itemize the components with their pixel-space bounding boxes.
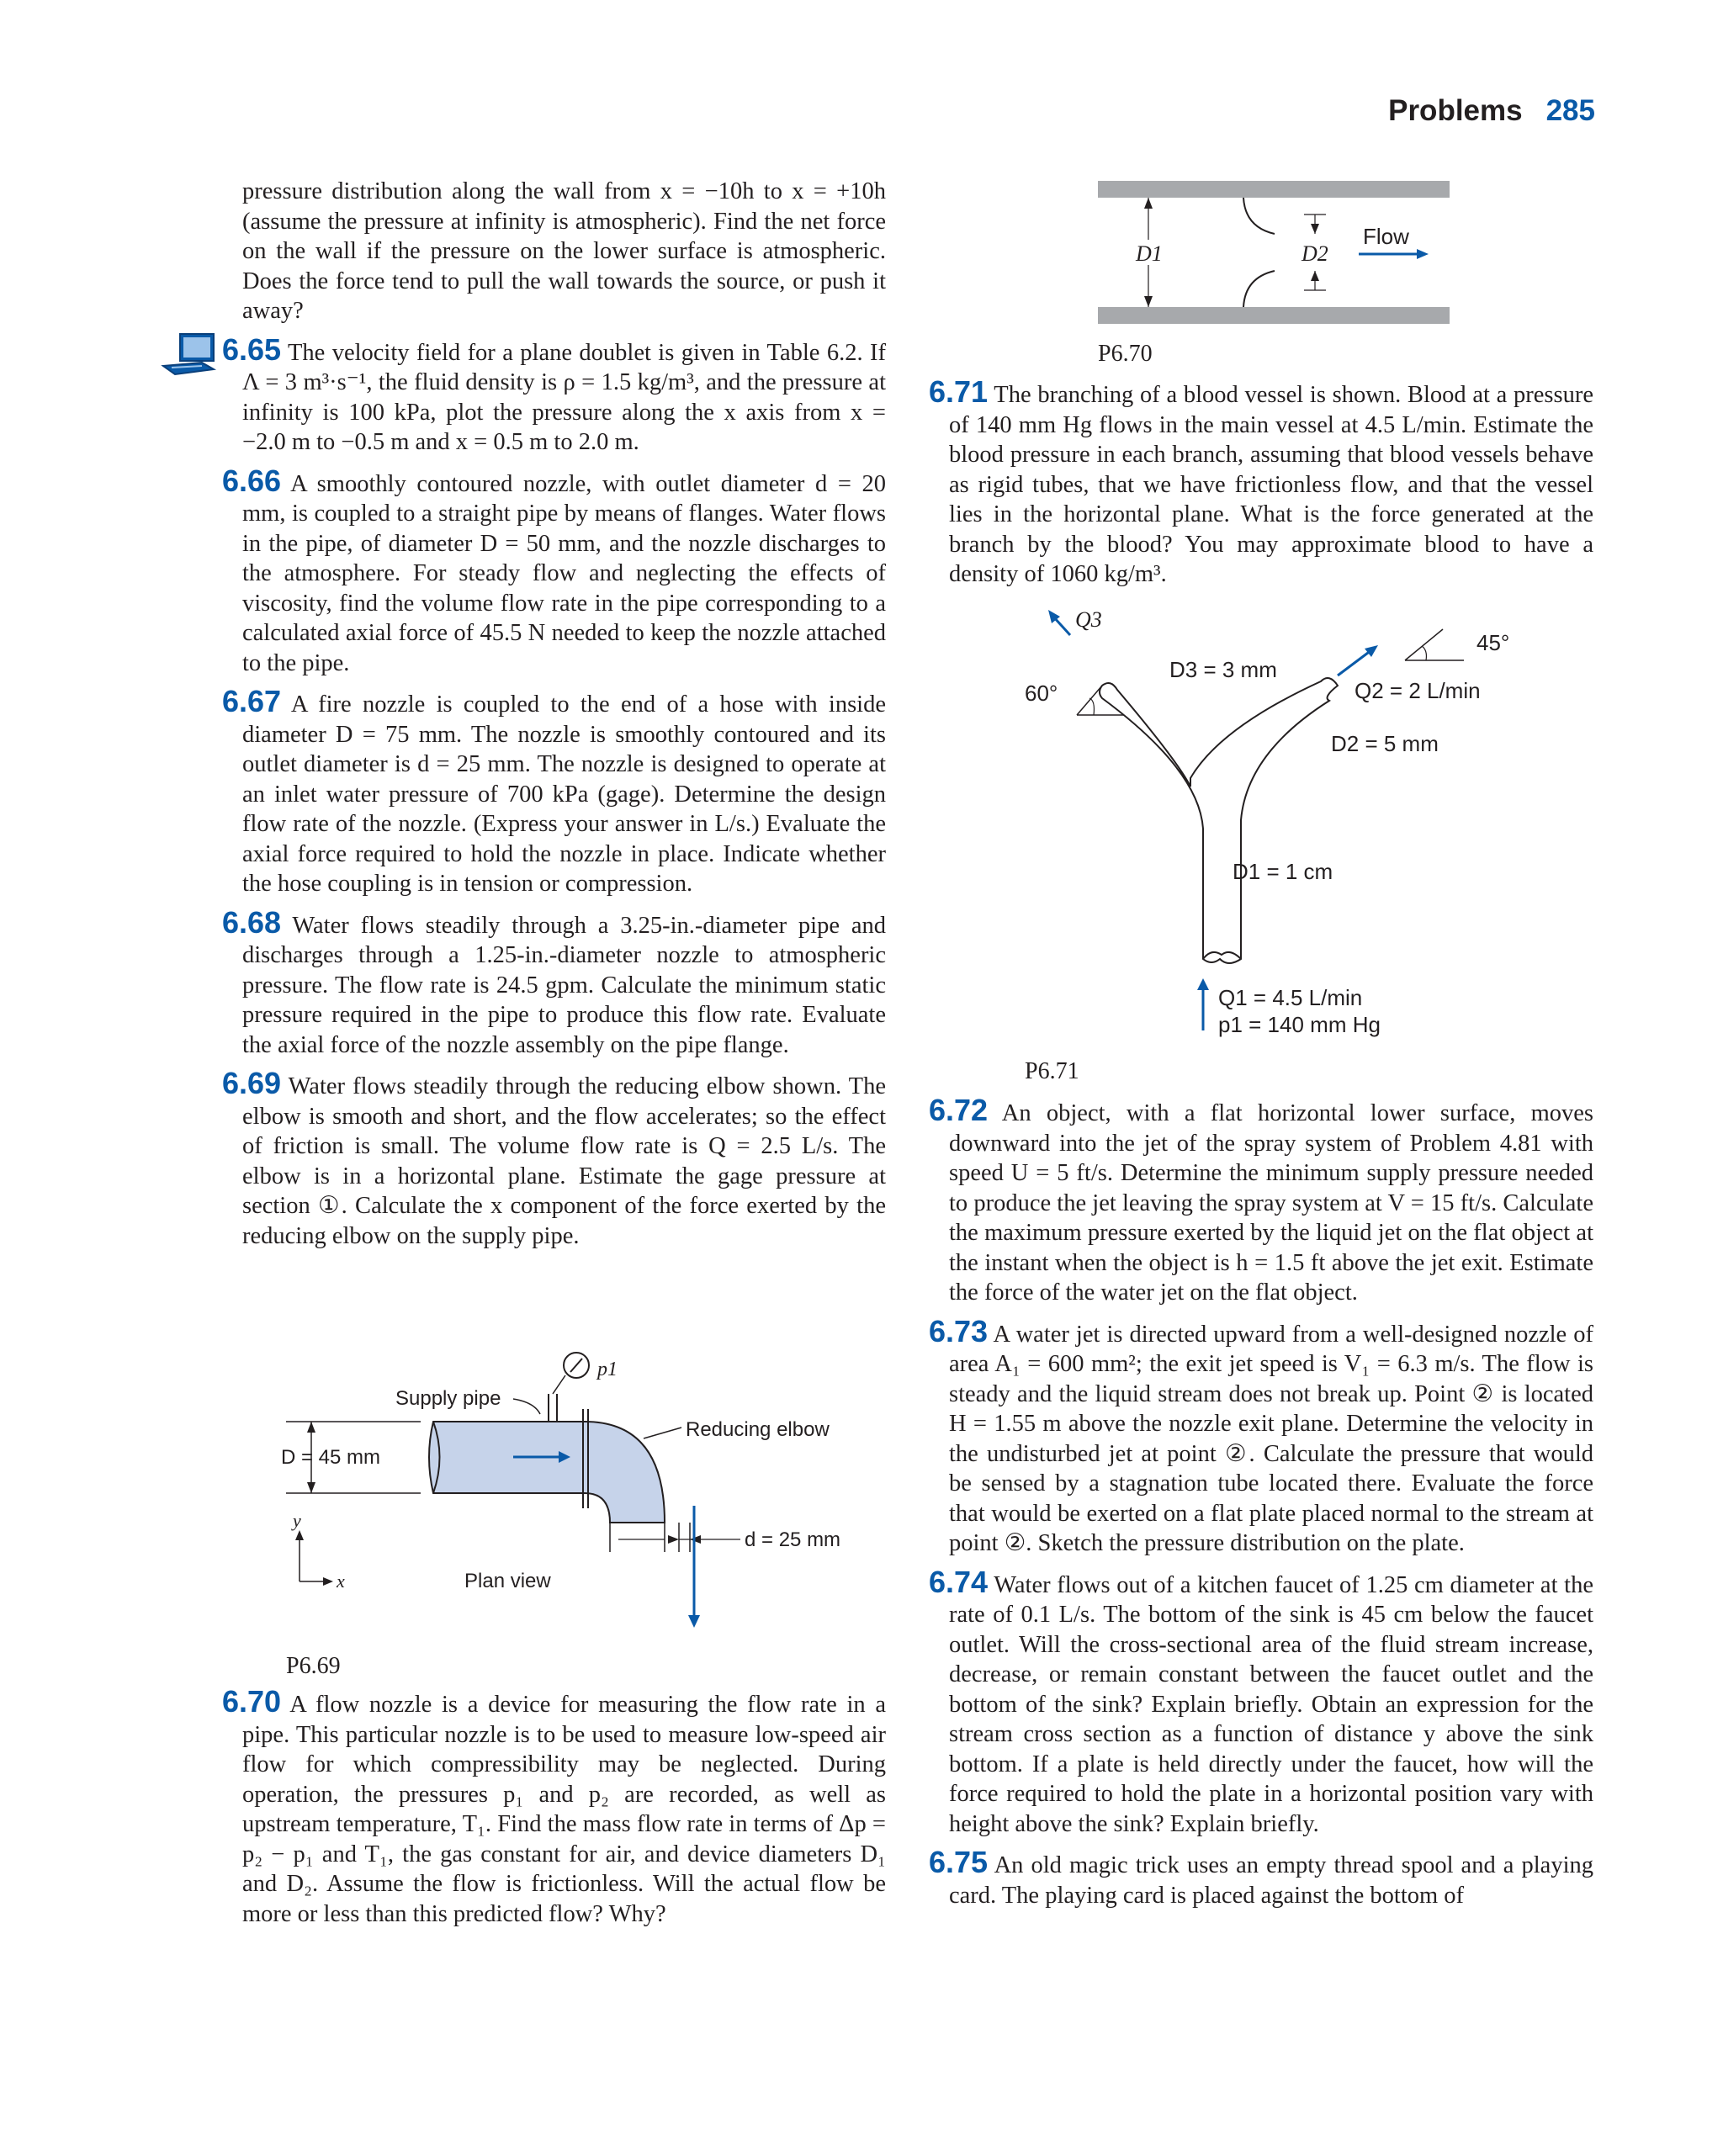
figure-p6-71 [1010,601,1531,1047]
p1-gauge-label: p1 [597,1359,618,1380]
pipe-diameter-label: D = 45 mm [281,1446,381,1469]
q2-label: Q2 = 2 L/min [1355,678,1481,703]
right-column-top [929,374,1593,598]
problem-text: The branching of a blood vessel is shown. Blood at a pressure of 140 mm Hg flows in the main vessel at 4.5 L/min. Estimate the blood pressure in each branch, assuming that blood vessels behave as rigid tubes, that we have frictionless flow, and that the vessel lies in the horizontal plane. What is the force generated at the branch by the blood? You may approximate blood to have a density of 1060 kg/m³. [949,382,1593,587]
x-axis-label: x [337,1571,345,1592]
problem-6-72 [929,1093,1593,1308]
left-column [222,177,886,1259]
y-axis-label: y [293,1510,301,1531]
right-column-bottom [929,1093,1593,1919]
d3-label: D3 = 3 mm [1169,657,1277,682]
problem-6-70 [222,1684,886,1929]
angle-60-label: 60° [1025,681,1058,706]
problem-6-65 [222,331,886,458]
problem-text: Water flows steadily through the reducing elbow shown. The elbow is smooth and short, and the flow accelerates; so the effect of friction is small. The volume flow rate is Q = 2.5 L/s. The elbow is in a horizontal plane. Estimate the gage pressure at section ①. Calculate the x component of the force exerted by the reducing elbow on the supply pipe. [242,1073,886,1249]
problem-number: 6.74 [929,1564,989,1599]
problem-6-66 [222,463,886,679]
figure-caption-p6-69: P6.69 [286,1653,341,1679]
problem-number: 6.73 [929,1313,989,1348]
problem-6-68 [222,904,886,1061]
problem-text: A smoothly contoured nozzle, with outlet diameter d = 20 mm, is coupled to a straight pipe by means of flanges. Water flows in the pipe, of diameter D = 50 mm, and the nozzle discharges to the atmosphere. For steady flow and neglecting the effects of viscosity, find the volume flow rate in the pipe corresponding to a calculated axial force of 45.5 N needed to keep the nozzle attached to the pipe. [242,470,886,676]
d2-label: D2 [1302,241,1328,266]
left-column-bottom [222,1684,886,1937]
q3-label: Q3 [1075,607,1102,632]
reducing-elbow-label: Reducing elbow [686,1418,830,1441]
problem-number: 6.68 [222,904,282,940]
problem-6-75 [929,1845,1593,1910]
d1-label: D1 = 1 cm [1233,859,1333,884]
supply-pipe-label: Supply pipe [395,1387,501,1410]
figure-p6-70 [1094,177,1455,332]
section-title: Problems [1388,94,1523,127]
problem-text: Water flows steadily through a 3.25-in.-diameter pipe and discharges through a 1.25-in.-diameter nozzle to atmospheric pressure. The flow rate is 24.5 gpm. Calculate the minimum static pressure required in the pipe to produce this flow rate. Evaluate the axial force of the nozzle assembly on the pipe flange. [242,912,886,1058]
figure-caption-p6-70: P6.70 [1098,341,1153,367]
page-number: 285 [1545,94,1595,127]
problem-number: 6.69 [222,1066,282,1100]
problem-text: A fire nozzle is coupled to the end of a hose with inside diameter D = 75 mm. The nozzle is smoothly contoured and its outlet diameter is d = 25 mm. The nozzle is designed to operate at an inlet water pressure of 700 kPa (gage). Determine the design flow rate of the nozzle. (Express your answer in L/s.) Evaluate the axial force required to hold the nozzle in place. Indicate whether the hose coupling is in tension or compression. [242,691,886,897]
d1-label: D1 [1136,241,1163,266]
problem-number: 6.70 [222,1684,282,1719]
problem-number: 6.71 [929,374,989,409]
problem-number: 6.66 [222,463,282,498]
continued-text: pressure distribution along the wall from x = −10h to x = +10h (assume the pressure at infinity is atmospheric). Find the net force on the wall if the pressure on the lower surface is atmospheric. Does the force tend to pull the wall towards the source, or push it away? [242,178,886,324]
p1-label: p1 = 140 mm Hg [1218,1012,1381,1037]
computer-icon [160,332,219,376]
q1-label: Q1 = 4.5 L/min [1218,985,1363,1010]
plan-view-label: Plan view [464,1570,551,1592]
problem-number: 6.75 [929,1845,989,1879]
outlet-diameter-label: d = 25 mm [745,1528,841,1551]
problem-text: An object, with a flat horizontal lower surface, moves downward into the jet of the spray system of Problem 4.81 with speed U = 5 ft/s. Determine the minimum supply pressure needed to produce the jet leaving the spray system at V = 15 ft/s. Calculate the maximum pressure exerted by the liquid jet on the flat object at the instant when the object is h = 1.5 ft above the jet exit. Estimate the force of the water jet on the flat object. [949,1100,1593,1306]
angle-45-label: 45° [1476,630,1510,655]
problem-text: The velocity field for a plane doublet is given in Table 6.2. If Λ = 3 m³·s⁻¹, the fluid density is ρ = 1.5 kg/m³, and the pressure at infinity is 100 kPa, plot the pressure along the x axis from x = −2.0 m to −0.5 m and x = 0.5 m to 2.0 m. [242,339,886,455]
problem-6-67 [222,684,886,899]
problem-6-73 [929,1313,1593,1559]
problem-text: A flow nozzle is a device for measuring the flow rate in a pipe. This particular nozzle is to be used to measure low-speed air flow for which compressibility may be neglected. During operation, the pressures p₁ and p₂ are recorded, as well as upstream temperature, T₁. Find the mass flow rate in terms of Δp = p₂ − p₁ and T₁, the gas constant for air, and device diameters D₁ and D₂. Assume the flow is frictionless. Will the actual flow be more or less than this predicted flow? Why? [242,1692,886,1927]
figure-p6-69 [269,1342,909,1645]
flow-label: Flow [1363,224,1409,249]
problem-6-74 [929,1564,1593,1840]
problem-number: 6.72 [929,1093,989,1127]
problem-text: Water flows out of a kitchen faucet of 1.25 cm diameter at the rate of 0.1 L/s. The bottom of the sink is 45 cm below the faucet outlet. Will the cross-sectional area of the fluid stream increase, decrease, or remain constant between the faucet outlet and the bottom of the sink? Explain briefly. Obtain an expression for the stream cross section as a function of distance y above the sink bottom. If a plate is held directly under the faucet, how will the force required to hold the plate in a horizontal position vary with height above the sink? Explain briefly. [949,1571,1593,1837]
problem-number: 6.67 [222,684,282,718]
problem-6-71 [929,374,1593,590]
running-header [1388,94,1595,128]
figure-caption-p6-71: P6.71 [1025,1058,1079,1084]
problem-6-69 [222,1066,886,1251]
d2-label: D2 = 5 mm [1331,731,1439,756]
problem-number: 6.65 [222,331,282,367]
problem-text: An old magic trick uses an empty thread spool and a playing card. The playing card is placed against the bottom of [949,1852,1593,1909]
problem-text: A water jet is directed upward from a well-designed nozzle of area A₁ = 600 mm²; the exit jet speed is V₁ = 6.3 m/s. The flow is steady and the liquid stream does not break up. Point ② is located H = 1.55 m above the nozzle exit plane. Determine the velocity in the undisturbed jet at point ②. Calculate the pressure that would be sensed by a stagnation tube located there. Evaluate the force that would be exerted on a flat plate placed normal to the stream at point ②. Sketch the pressure distribution on the plate. [949,1321,1593,1556]
